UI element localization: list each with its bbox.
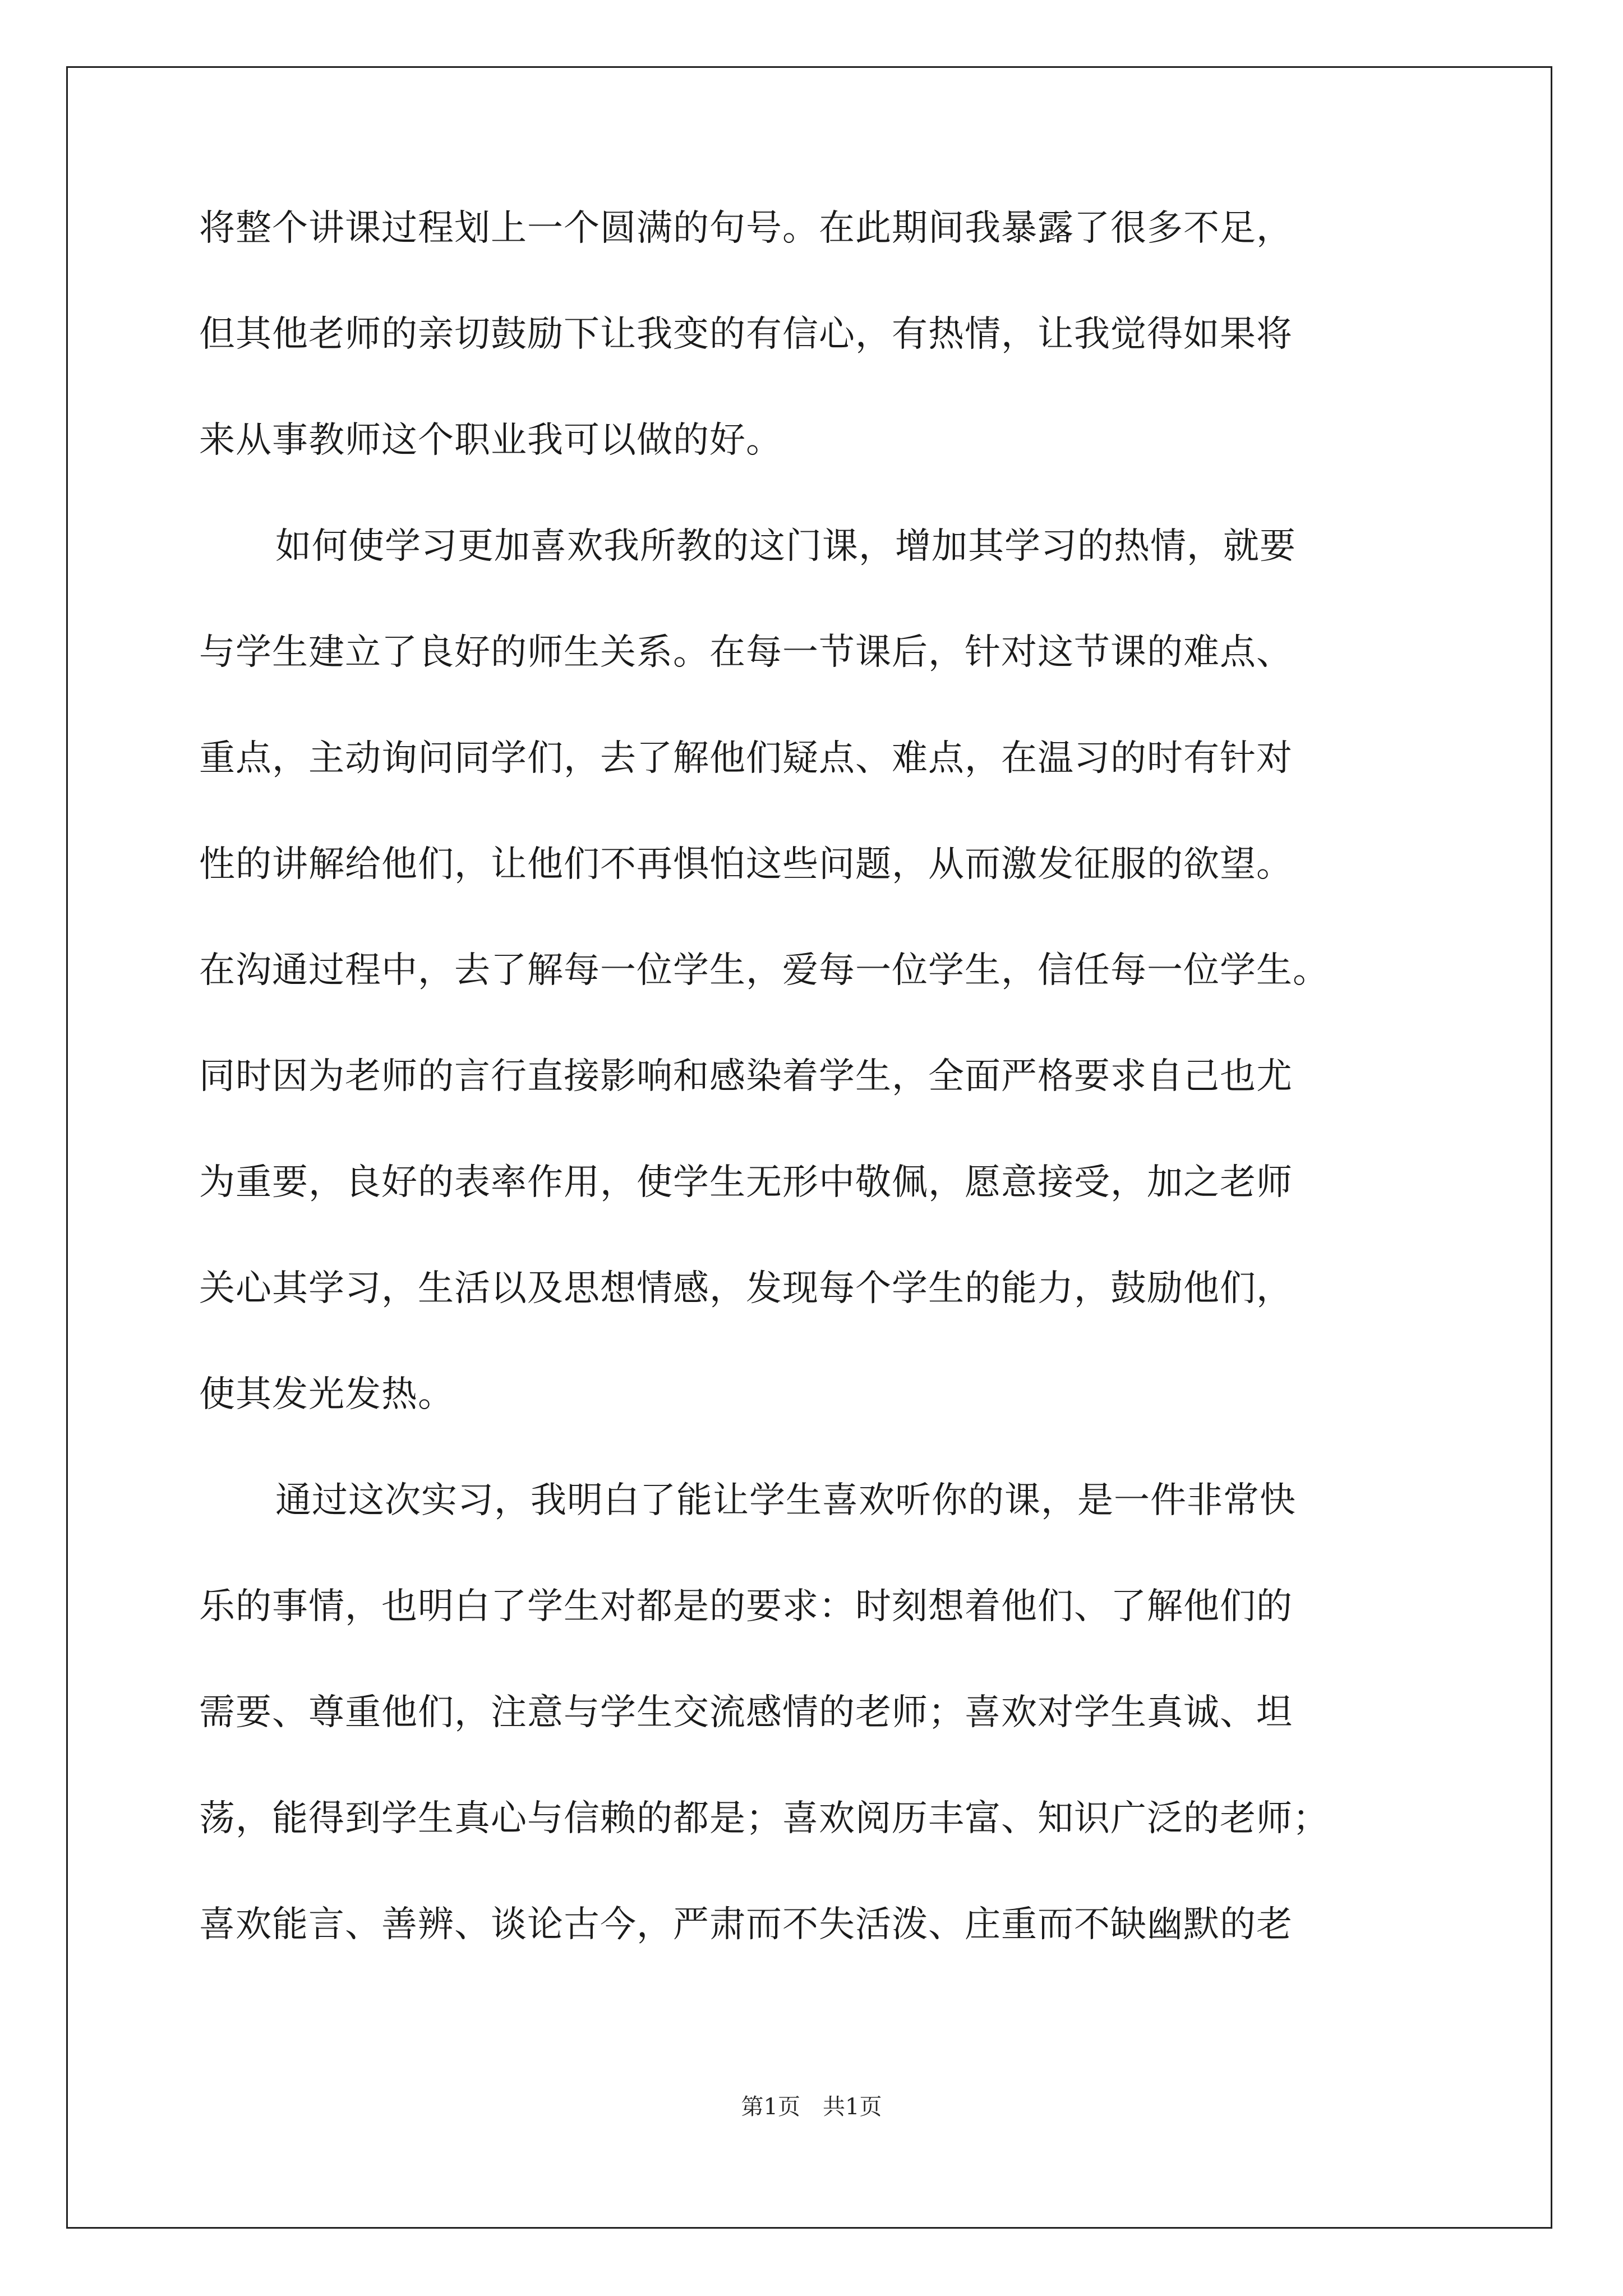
paragraph-first-line: 如何使学习更加喜欢我所教的这门课，增加其学习的热情，就要 bbox=[275, 526, 1296, 567]
text-line: 同时因为老师的言行直接影响和感染着学生，全面严格要求自己也尤 bbox=[199, 1056, 1293, 1097]
text-line: 荡，能得到学生真心与信赖的都是；喜欢阅历丰富、知识广泛的老师； bbox=[199, 1798, 1329, 1839]
text-line: 重点，主动询问同学们，去了解他们疑点、难点，在温习的时有针对 bbox=[199, 738, 1293, 779]
text-line: 使其发光发热。 bbox=[199, 1374, 454, 1415]
page-number: 第1页 bbox=[741, 2094, 800, 2120]
text-line: 需要、尊重他们，注意与学生交流感情的老师；喜欢对学生真诚、坦 bbox=[199, 1692, 1293, 1733]
text-line: 但其他老师的亲切鼓励下让我变的有信心，有热情，让我觉得如果将 bbox=[199, 314, 1293, 355]
text-line: 将整个讲课过程划上一个圆满的句号。在此期间我暴露了很多不足， bbox=[199, 208, 1293, 249]
text-line: 为重要，良好的表率作用，使学生无形中敬佩，愿意接受，加之老师 bbox=[199, 1162, 1293, 1203]
page-footer bbox=[0, 2089, 1623, 2121]
text-line: 关心其学习，生活以及思想情感，发现每个学生的能力，鼓励他们， bbox=[199, 1268, 1293, 1309]
text-line: 喜欢能言、善辨、谈论古今，严肃而不失活泼、庄重而不缺幽默的老 bbox=[199, 1904, 1293, 1945]
page-total: 共1页 bbox=[823, 2094, 882, 2120]
paragraph-first-line: 通过这次实习，我明白了能让学生喜欢听你的课，是一件非常快 bbox=[275, 1480, 1296, 1521]
document-body bbox=[199, 209, 1461, 2011]
text-line: 来从事教师这个职业我可以做的好。 bbox=[199, 420, 782, 461]
text-line: 在沟通过程中，去了解每一位学生，爱每一位学生，信任每一位学生。 bbox=[199, 950, 1329, 991]
text-line: 与学生建立了良好的师生关系。在每一节课后，针对这节课的难点、 bbox=[199, 632, 1293, 673]
text-line: 性的讲解给他们，让他们不再惧怕这些问题，从而激发征服的欲望。 bbox=[199, 844, 1293, 885]
text-line: 乐的事情，也明白了学生对都是的要求：时刻想着他们、了解他们的 bbox=[199, 1586, 1293, 1627]
